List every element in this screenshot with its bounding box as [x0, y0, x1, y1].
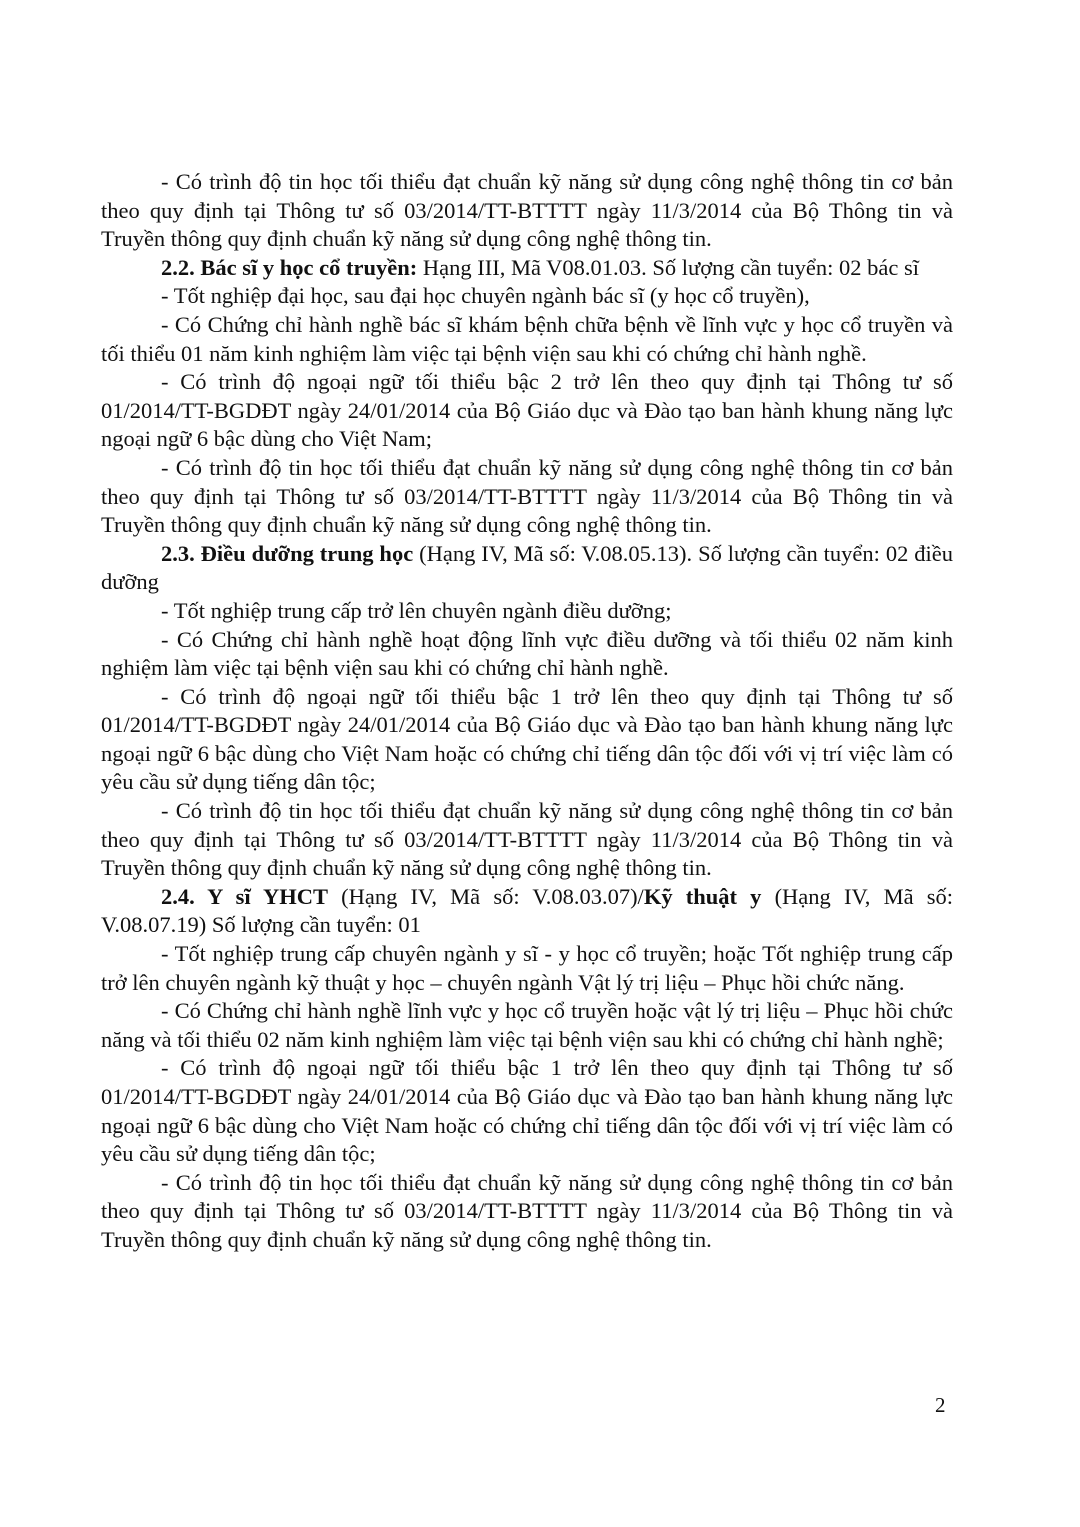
section-detail: (Hạng IV, Mã số: V.08.05.13). Số lượng cần tuyển: 02 điều dưỡng — [101, 540, 954, 595]
paragraph-education: - Tốt nghiệp trung cấp chuyên ngành y sĩ - y học cổ truyền; hoặc Tốt nghiệp trung cấp trở lên chuyên ngành kỹ thuật y học – chuyên ngành Vật lý trị liệu – Phục hồi chức năng. — [101, 941, 953, 995]
paragraph-language-requirement: - Có trình độ ngoại ngữ tối thiểu bậc 1 trở lên theo quy định tại Thông tư số 01/2014/TT-BGDĐT ngày 24/01/2014 của Bộ Giáo dục và Đào tạo ban hành khung năng lực ngoại ngữ 6 bậc dùng cho Việt Nam hoặc có chứng chỉ tiếng dân tộc đối với vị trí việc làm có yêu cầu sử dụng tiếng dân tộc; — [101, 683, 953, 795]
paragraph-it-requirement: - Có trình độ tin học tối thiểu đạt chuẩn kỹ năng sử dụng công nghệ thông tin cơ bản theo quy định tại Thông tư số 03/2014/TT-BTTTT ngày 11/3/2014 của Bộ Thông tin và Truyền thông quy định chuẩn kỹ năng sử dụng công nghệ thông tin. — [101, 454, 953, 538]
paragraph-it-requirement: - Có trình độ tin học tối thiểu đạt chuẩn kỹ năng sử dụng công nghệ thông tin cơ bản theo quy định tại Thông tư số 03/2014/TT-BTTTT ngày 11/3/2014 của Bộ Thông tin và Truyền thông quy định chuẩn kỹ năng sử dụng công nghệ thông tin. — [101, 169, 953, 252]
paragraph-education: - Tốt nghiệp trung cấp trở lên chuyên ngành điều dưỡng; — [161, 597, 672, 623]
section-heading-2-3 — [101, 540, 953, 597]
paragraph-practice-certificate: - Có Chứng chỉ hành nghề hoạt động lĩnh vực điều dưỡng và tối thiểu 02 năm kinh nghiệm làm việc tại bệnh viện sau khi có chứng chỉ hành nghề. — [101, 626, 953, 681]
paragraph-it-requirement: - Có trình độ tin học tối thiểu đạt chuẩn kỹ năng sử dụng công nghệ thông tin cơ bản theo quy định tại Thông tư số 03/2014/TT-BTTTT ngày 11/3/2014 của Bộ Thông tin và Truyền thông quy định chuẩn kỹ năng sử dụng công nghệ thông tin. — [101, 798, 953, 881]
section-title: 2.2. Bác sĩ y học cổ truyền: — [161, 254, 418, 280]
document-body — [101, 168, 953, 1255]
section-title: 2.3. Điều dưỡng trung học — [161, 540, 414, 566]
section-heading-2-4 — [101, 883, 953, 940]
paragraph-education: - Tốt nghiệp đại học, sau đại học chuyên ngành bác sĩ (y học cổ truyền), — [161, 283, 810, 309]
paragraph-practice-certificate: - Có Chứng chỉ hành nghề lĩnh vực y học cổ truyền hoặc vật lý trị liệu – Phục hồi chức năng và tối thiểu 02 năm kinh nghiệm làm việc tại bệnh viện sau khi có chứng chỉ hành nghề; — [101, 998, 953, 1052]
section-heading-2-2 — [101, 254, 953, 283]
paragraph-language-requirement: - Có trình độ ngoại ngữ tối thiểu bậc 2 trở lên theo quy định tại Thông tư số 01/2014/TT-BGDĐT ngày 24/01/2014 của Bộ Giáo dục và Đào tạo ban hành khung năng lực ngoại ngữ 6 bậc dùng cho Việt Nam; — [101, 369, 953, 452]
section-title: 2.4. Y sĩ YHCT — [161, 883, 328, 909]
section-detail: (Hạng IV, Mã số: V.08.07.19) Số lượng cần tuyển: 01 — [101, 883, 953, 938]
paragraph-it-requirement: - Có trình độ tin học tối thiểu đạt chuẩn kỹ năng sử dụng công nghệ thông tin cơ bản theo quy định tại Thông tư số 03/2014/TT-BTTTT ngày 11/3/2014 của Bộ Thông tin và Truyền thông quy định chuẩn kỹ năng sử dụng công nghệ thông tin. — [101, 1169, 953, 1252]
paragraph-practice-certificate: - Có Chứng chỉ hành nghề bác sĩ khám bệnh chữa bệnh về lĩnh vực y học cổ truyền và tối thiểu 01 năm kinh nghiệm làm việc tại bệnh viện sau khi có chứng chỉ hành nghề. — [101, 311, 953, 366]
section-detail: (Hạng IV, Mã số: V.08.03.07)/ — [328, 883, 644, 909]
page-number: 2 — [935, 1393, 946, 1417]
section-detail: Hạng III, Mã V08.01.03. Số lượng cần tuyển: 02 bác sĩ — [417, 254, 919, 280]
paragraph-language-requirement: - Có trình độ ngoại ngữ tối thiểu bậc 1 trở lên theo quy định tại Thông tư số 01/2014/TT-BGDĐT ngày 24/01/2014 của Bộ Giáo dục và Đào tạo ban hành khung năng lực ngoại ngữ 6 bậc dùng cho Việt Nam hoặc có chứng chỉ tiếng dân tộc đối với vị trí việc làm có yêu cầu sử dụng tiếng dân tộc; — [101, 1055, 953, 1167]
section-title-secondary: Kỹ thuật y — [643, 883, 762, 909]
